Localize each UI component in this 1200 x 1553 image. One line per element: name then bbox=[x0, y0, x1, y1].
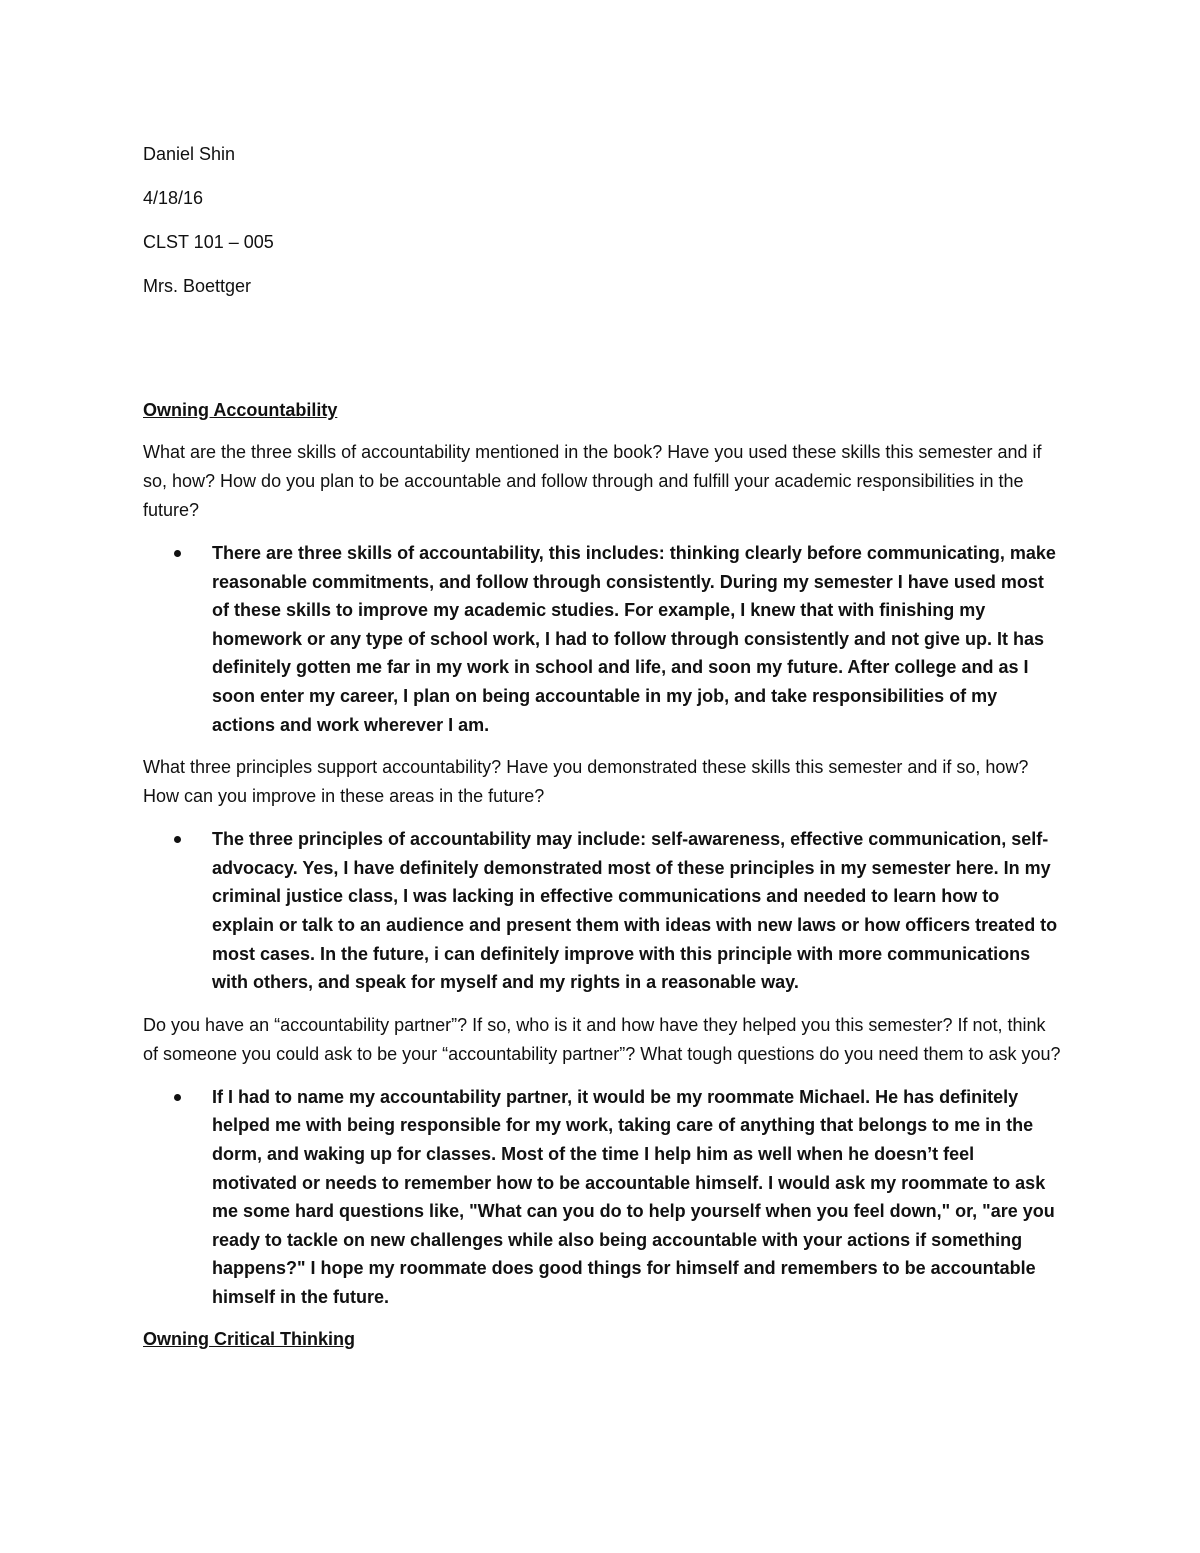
section-owning-critical-thinking bbox=[143, 1325, 1063, 1354]
bullet-icon bbox=[174, 1094, 181, 1101]
section-owning-accountability bbox=[143, 396, 1063, 1311]
bullet-icon bbox=[174, 550, 181, 557]
bullet-icon bbox=[174, 836, 181, 843]
answer-item bbox=[143, 825, 1063, 997]
document-header bbox=[143, 140, 1063, 301]
section-title: Owning Critical Thinking bbox=[143, 1329, 356, 1350]
course-code: CLST 101 – 005 bbox=[143, 232, 274, 252]
section-title: Owning Accountability bbox=[143, 400, 338, 420]
question-text: What are the three skills of accountability mentioned in the book? Have you used these skills this semester and if so, how? How do you plan to be accountable and follow through and fulfill your academic responsibilities in the future? bbox=[143, 442, 1042, 520]
assignment-date: 4/18/16 bbox=[143, 188, 204, 208]
answer-item bbox=[143, 539, 1063, 739]
instructor-name: Mrs. Boettger bbox=[143, 276, 252, 296]
answer-text: There are three skills of accountability, this includes: thinking clearly before communicating, make reasonable commitments, and follow through consistently. During my semester I have used most of these skills to improve my academic studies. For example, I knew that with finishing my homework or any type of school work, I had to follow through consistently and not give up. It has definitely gotten me far in my work in school and life, and soon my future. After college and as I soon enter my career, I plan on being accountable in my job, and take responsibilities of my actions and work wherever I am. bbox=[212, 543, 1056, 735]
answer-list bbox=[143, 825, 1063, 997]
student-name: Daniel Shin bbox=[143, 144, 236, 164]
answer-item bbox=[143, 1083, 1063, 1312]
question-text: What three principles support accountability? Have you demonstrated these skills this semester and if so, how? How can you improve in these areas in the future? bbox=[143, 757, 1029, 807]
header-spacer bbox=[143, 316, 1063, 396]
answer-text: If I had to name my accountability partner, it would be my roommate Michael. He has definitely helped me with being responsible for my work, taking care of anything that belongs to me in the dorm, and waking up for classes. Most of the time I help him as well when he doesn’t feel motivated or needs to remember how to be accountable himself. I would ask my roommate to ask me some hard questions like, "What can you do to help yourself when you feel down," or, "are you ready to tackle on new challenges while also being accountable with your actions if something happens?" I hope my roommate does good things for himself and remembers to be accountable himself in the future. bbox=[212, 1086, 1055, 1307]
question-text: Do you have an “accountability partner”? If so, who is it and how have they helped you this semester? If not, think of someone you could ask to be your “accountability partner”? What tough questions do you need them to ask you? bbox=[143, 1014, 1061, 1064]
answer-list bbox=[143, 539, 1063, 739]
answer-list bbox=[143, 1083, 1063, 1312]
document-body bbox=[143, 140, 1063, 1367]
answer-text: The three principles of accountability may include: self-awareness, effective communication, self-advocacy. Yes, I have definitely demonstrated most of these principles in my semester here. In my criminal justice class, I was lacking in effective communications and needed to learn how to explain or talk to an audience and present them with ideas with new laws or how officers treated to most cases. In the future, i can definitely improve with this principle with more communications with others, and speak for myself and my rights in a reasonable way. bbox=[212, 829, 1058, 993]
